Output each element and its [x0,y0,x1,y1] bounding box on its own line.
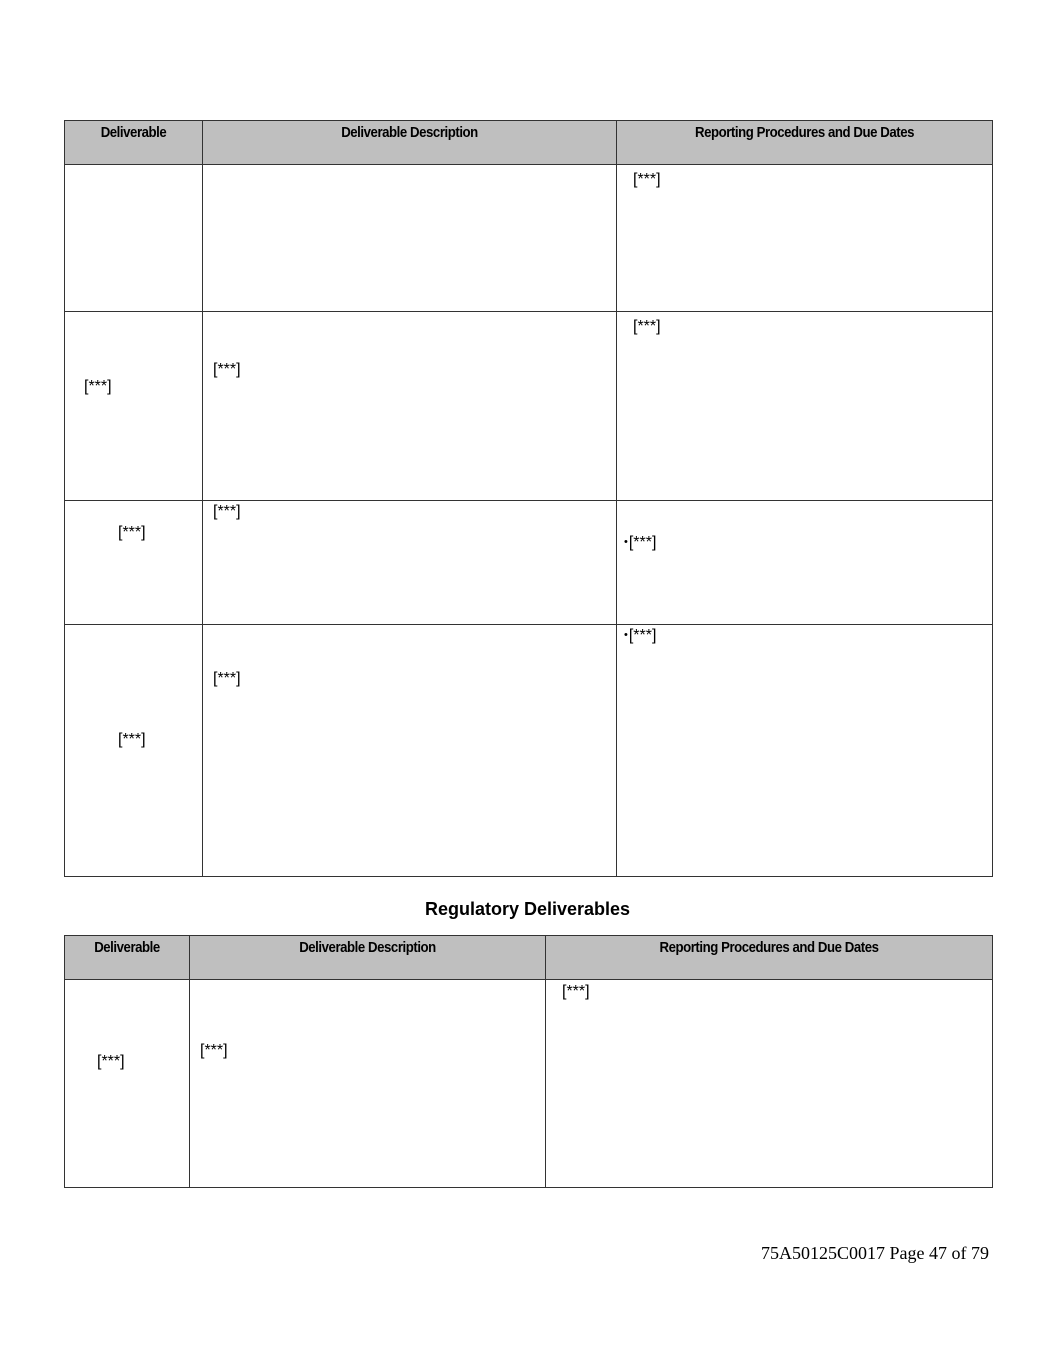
table-row [65,980,993,1188]
table-header-row [65,121,993,165]
table-row [65,501,993,625]
header-description: Deliverable Description [203,121,617,165]
section-title: Regulatory Deliverables [424,899,631,919]
reporting-cell: • [***] [617,501,993,625]
reporting-cell: [***] [617,165,993,312]
description-cell [203,165,617,312]
deliverable-cell [65,165,203,312]
table-header-row [65,936,993,980]
deliverable-cell: [***] [65,980,190,1188]
header-reporting: Reporting Procedures and Due Dates [546,936,993,980]
description-cell: [***] [203,501,617,625]
table-row [65,625,993,877]
reporting-cell: [***] [546,980,993,1188]
page-footer: 75A50125C0017 Page 47 of 79 [761,1243,989,1263]
reporting-cell: [***] [617,312,993,501]
regulatory-deliverables-table [64,935,993,1188]
table-row [65,165,993,312]
deliverable-cell: [***] [65,312,203,501]
description-cell: [***] [190,980,546,1188]
header-description: Deliverable Description [190,936,546,980]
reporting-cell: • [***] [617,625,993,877]
header-deliverable: Deliverable [65,121,203,165]
header-reporting: Reporting Procedures and Due Dates [617,121,993,165]
deliverables-table [64,120,993,877]
deliverable-cell: [***] [65,501,203,625]
description-cell: [***] [203,625,617,877]
header-deliverable: Deliverable [65,936,190,980]
table-row [65,312,993,501]
deliverable-cell: [***] [65,625,203,877]
description-cell: [***] [203,312,617,501]
